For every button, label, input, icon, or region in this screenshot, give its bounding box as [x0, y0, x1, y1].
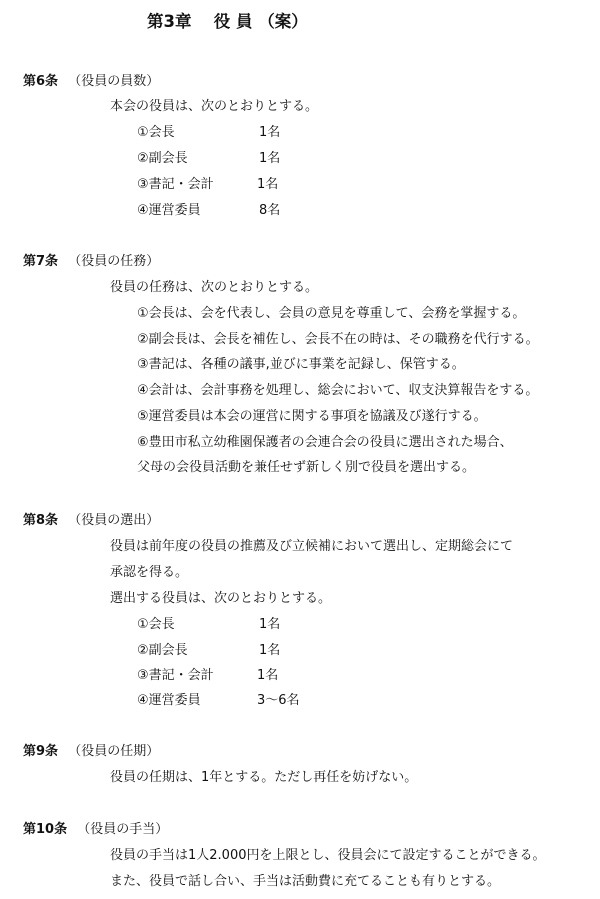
article-8-heading	[23, 514, 159, 527]
paragraph-line: また、役員で話し合い、手当は活動費に充てることも有りとする。	[110, 874, 501, 889]
article-6-intro: 本会の役員は、次のとおりとする。	[110, 99, 319, 114]
article-9-heading	[23, 745, 159, 758]
paragraph-line: 承認を得る。	[110, 565, 189, 580]
item-label: ③書記・会計	[137, 668, 214, 683]
item-count: 1名	[259, 617, 281, 632]
item-label: ④運営委員	[137, 693, 201, 708]
paragraph-line: 選出する役員は、次のとおりとする。	[110, 591, 332, 606]
article-title: （役員の手当）	[77, 822, 169, 837]
list-item: ③書記は、各種の議事,並びに事業を記録し、保管する。	[137, 357, 465, 372]
item-count: 3～6名	[257, 693, 300, 708]
item-count: 8名	[259, 203, 281, 218]
paragraph-line: 役員は前年度の役員の推薦及び立候補において選出し、定期総会にて	[110, 539, 514, 554]
article-7-intro: 役員の任務は、次のとおりとする。	[110, 280, 319, 295]
list-item-continuation: 父母の会役員活動を兼任せず新しく別で役員を選出する。	[137, 460, 476, 475]
article-number: 第6条	[23, 74, 59, 89]
article-title: （役員の任期）	[68, 744, 160, 759]
item-label: ①会長	[137, 617, 175, 632]
article-number: 第10条	[23, 822, 68, 837]
list-item: ②副会長は、会長を補佐し、会長不在の時は、その職務を代行する。	[137, 332, 539, 347]
article-number: 第7条	[23, 254, 59, 269]
article-title: （役員の員数）	[68, 74, 160, 89]
item-label: ①会長	[137, 125, 175, 140]
item-count: 1名	[257, 177, 279, 192]
paragraph-line: 役員の任期は、1年とする。ただし再任を妨げない。	[110, 770, 418, 785]
list-item: ⑥豊田市私立幼稚園保護者の会連合会の役員に選出された場合、	[137, 435, 513, 450]
list-item: ④会計は、会計事務を処理し、総会において、収支決算報告をする。	[137, 383, 539, 398]
item-count: 1名	[257, 668, 279, 683]
item-count: 1名	[259, 125, 281, 140]
item-label: ③書記・会計	[137, 177, 214, 192]
item-count: 1名	[259, 151, 281, 166]
paragraph-line: 役員の手当は1人2.000円を上限とし、役員会にて設定することができる。	[110, 848, 546, 863]
article-10-heading	[23, 823, 168, 836]
article-number: 第8条	[23, 513, 59, 528]
article-number: 第9条	[23, 744, 59, 759]
article-6-heading	[23, 75, 159, 88]
item-label: ②副会長	[137, 151, 188, 166]
list-item: ①会長は、会を代表し、会員の意見を尊重して、会務を掌握する。	[137, 306, 526, 321]
article-7-heading	[23, 255, 159, 268]
article-title: （役員の選出）	[68, 513, 160, 528]
item-label: ④運営委員	[137, 203, 201, 218]
item-label: ②副会長	[137, 643, 188, 658]
item-count: 1名	[259, 643, 281, 658]
article-title: （役員の任務）	[68, 254, 160, 269]
chapter-title: 第3章 役 員 （案）	[147, 12, 308, 31]
list-item: ⑤運営委員は本会の運営に関する事項を協議及び遂行する。	[137, 409, 487, 424]
